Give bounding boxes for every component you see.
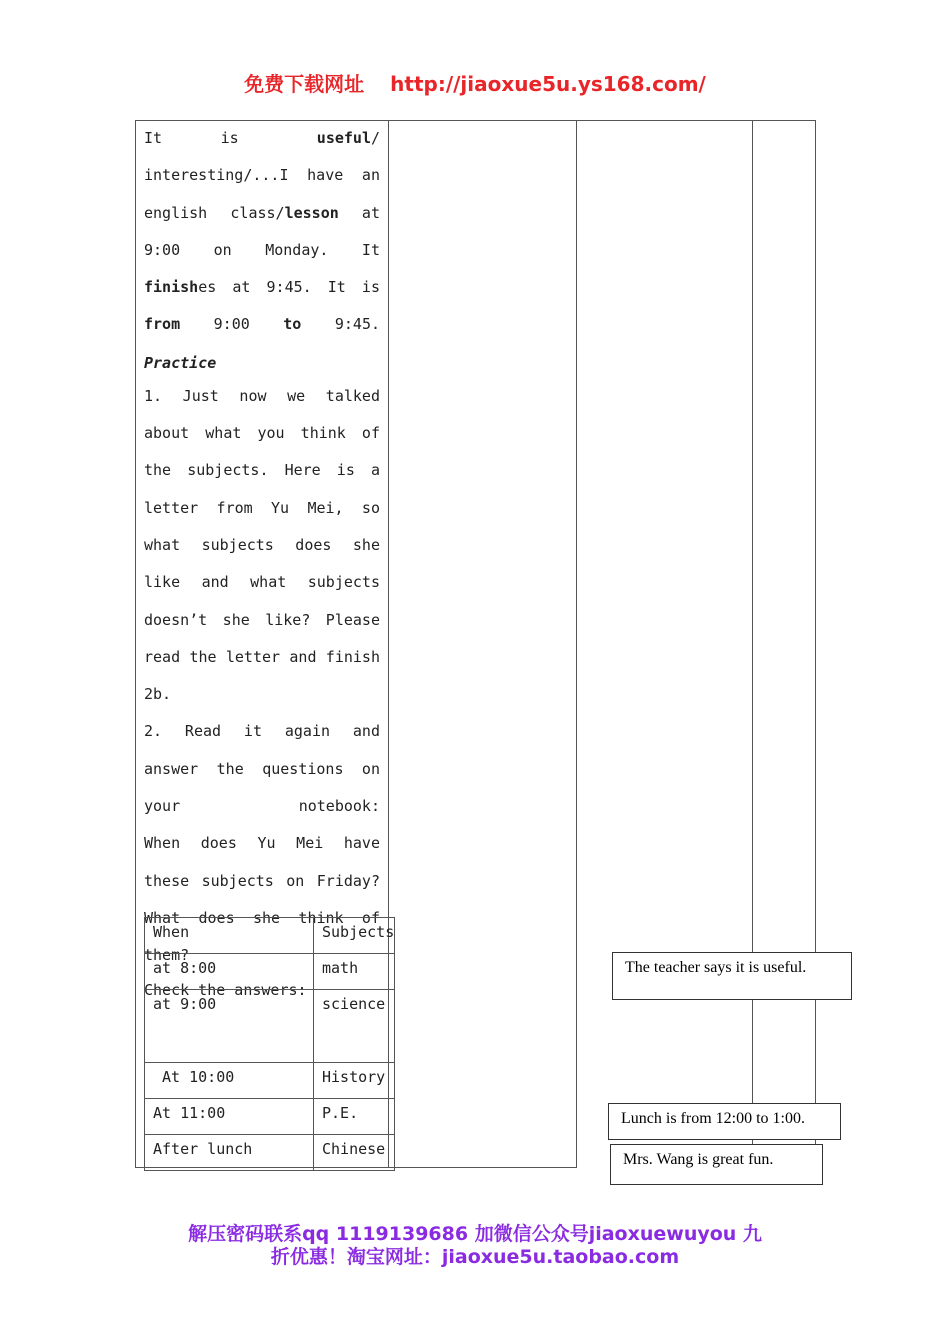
header-url[interactable]: http://jiaoxue5u.ys168.com/ bbox=[390, 72, 706, 96]
header-subjects: Subjects bbox=[314, 918, 395, 954]
table-row bbox=[145, 954, 395, 990]
footer-line-2: 折优惠！淘宝网址：jiaoxue5u.taobao.com bbox=[270, 1246, 680, 1268]
note-teacher: The teacher says it is useful. bbox=[612, 952, 852, 1000]
practice-item-1: 1. Just now we talked about what you think of the subjects. Here is a letter from Yu Mei, so what subjects does she like and what subjects doesn’t she like? Please read the letter and finish 2b. bbox=[144, 386, 380, 704]
practice-item-2: 2. Read it again and answer the questions on your notebook: bbox=[144, 722, 380, 816]
table-row bbox=[145, 990, 395, 1063]
cell-time: At 10:00 bbox=[145, 1063, 314, 1099]
cell-subject: Chinese bbox=[314, 1135, 395, 1171]
table-left-border bbox=[135, 120, 136, 1168]
check-answers-label: Check the answers: bbox=[144, 980, 307, 999]
teaching-steps-column bbox=[144, 120, 380, 1005]
footer-line-1: 解压密码联系qq 1119139686 加微信公众号jiaoxuewuyou 九 bbox=[188, 1223, 762, 1245]
table-row bbox=[145, 918, 395, 954]
table-row bbox=[145, 1135, 395, 1171]
table-row bbox=[145, 1099, 395, 1135]
cell-subject: math bbox=[314, 954, 395, 990]
header-when: When bbox=[145, 918, 314, 954]
header-title: 免费下载网址 bbox=[244, 72, 365, 96]
subjects-table bbox=[144, 917, 395, 1171]
column-divider-2 bbox=[576, 120, 577, 1168]
table-row bbox=[145, 1063, 395, 1099]
question-text: When does Yu Mei have these subjects on Friday? What does she think of them? bbox=[144, 834, 380, 965]
cell-time: at 8:00 bbox=[145, 954, 314, 990]
note-lunch: Lunch is from 12:00 to 1:00. bbox=[608, 1103, 841, 1140]
practice-label: Practice bbox=[144, 353, 217, 372]
cell-subject: History bbox=[314, 1063, 395, 1099]
cell-time: After lunch bbox=[145, 1135, 314, 1171]
presentation-paragraph: It is useful/ interesting/...I have an english class/lesson at 9:00 on Monday. It finishes at 9:45. It is from 9:00 to 9:45. bbox=[144, 129, 381, 334]
cell-subject: P.E. bbox=[314, 1099, 395, 1135]
cell-time: at 9:00 bbox=[145, 990, 314, 1063]
note-wang: Mrs. Wang is great fun. bbox=[610, 1144, 823, 1185]
download-header bbox=[0, 68, 950, 97]
cell-subject: science bbox=[314, 990, 395, 1063]
cell-time: At 11:00 bbox=[145, 1099, 314, 1135]
